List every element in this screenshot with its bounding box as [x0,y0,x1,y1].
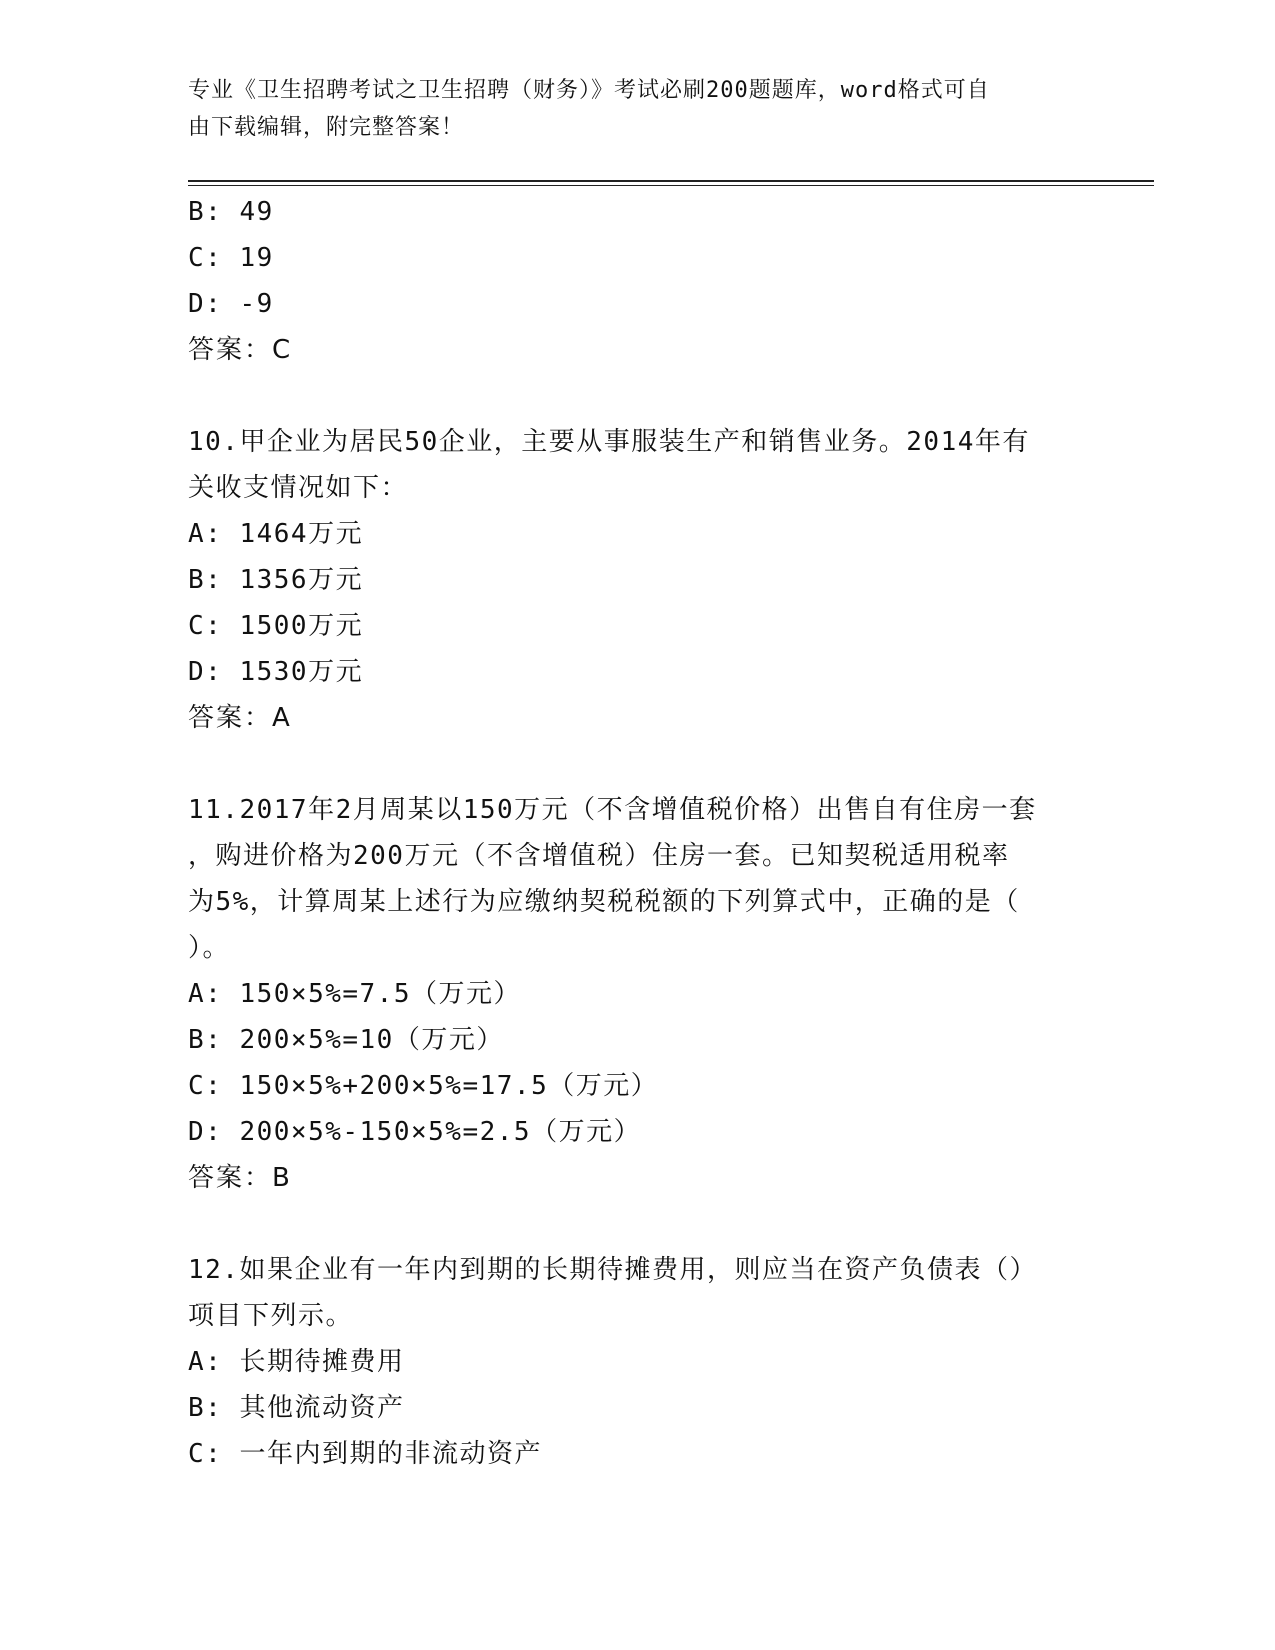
option-c: C: 1500万元 [188,611,364,641]
question-stem-line: 为5%，计算周某上述行为应缴纳契税税额的下列算式中，正确的是（ [188,887,1020,917]
option-c: C: 一年内到期的非流动资产 [188,1439,542,1469]
question-stem-line: 关收支情况如下： [188,473,409,503]
document-header [188,72,1068,146]
answer: 答案：B [188,1163,292,1193]
question-12 [188,1247,1088,1477]
option-c: C: 19 [188,243,274,273]
option-b: B: 其他流动资产 [188,1393,405,1423]
header-divider-thick [188,180,1154,182]
question-stem-line: ）。 [188,933,231,963]
option-b: B: 1356万元 [188,565,364,595]
question-stem-line: ，购进价格为200万元（不含增值税）住房一套。已知契税适用税率 [188,841,1010,871]
option-d: D: 1530万元 [188,657,364,687]
header-line-1: 专业《卫生招聘考试之卫生招聘（财务）》考试必刷200题题库，word格式可自 [188,78,990,103]
question-10 [188,419,1088,741]
question-9 [188,189,1088,373]
question-list [188,189,1088,1477]
answer: 答案：A [188,703,292,733]
option-d: D: -9 [188,289,274,319]
question-stem-line: 11.2017年2月周某以150万元（不含增值税价格）出售自有住房一套 [188,795,1037,825]
spacer [188,373,1088,419]
spacer [188,1201,1088,1247]
option-a: A: 1464万元 [188,519,364,549]
question-stem-line: 项目下列示。 [188,1301,354,1331]
option-a: A: 150×5%=7.5（万元） [188,979,521,1009]
option-c: C: 150×5%+200×5%=17.5（万元） [188,1071,659,1101]
option-a: A: 长期待摊费用 [188,1347,405,1377]
header-divider-thin [188,185,1154,186]
spacer [188,741,1088,787]
answer: 答案：C [188,335,293,365]
option-b: B: 49 [188,197,274,227]
option-d: D: 200×5%-150×5%=2.5（万元） [188,1117,642,1147]
option-b: B: 200×5%=10（万元） [188,1025,504,1055]
question-11 [188,787,1088,1201]
question-stem-line: 10.甲企业为居民50企业，主要从事服装生产和销售业务。2014年有 [188,427,1030,457]
header-line-2: 由下载编辑，附完整答案！ [188,115,465,140]
question-stem-line: 12.如果企业有一年内到期的长期待摊费用，则应当在资产负债表（） [188,1255,1037,1285]
